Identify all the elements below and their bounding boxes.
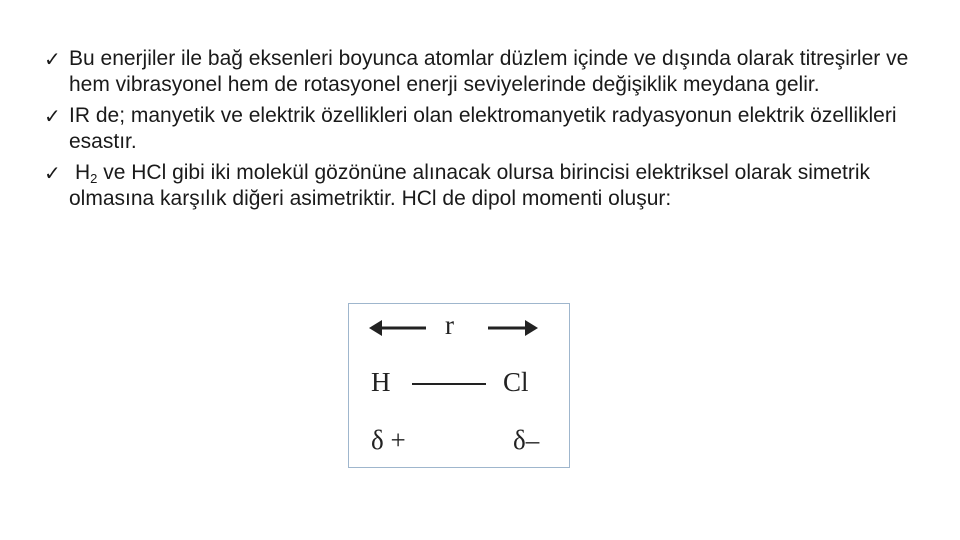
formula-h2: $H_2$	[75, 161, 98, 186]
bullet-text: Bu enerjiler ile bağ eksenleri boyunca atomlar düzlem içinde ve dışında olarak titreşirler ve hem vibrasyonel hem de rotasyonel enerji seviyelerinde değişiklik meydana gelir.	[69, 47, 909, 96]
left-arrow-icon	[369, 320, 426, 336]
checkmark-icon: ✓	[44, 47, 61, 71]
hcl-dipole-figure	[348, 303, 570, 468]
bullet-text: IR de; manyetik ve elektrik özellikleri olan elektromanyetik radyasyonun elektrik özellikleri esastır.	[69, 104, 897, 153]
bullet-item	[44, 46, 924, 98]
right-arrow-icon	[488, 320, 538, 336]
atom-cl: Cl	[503, 367, 529, 397]
partial-charge-negative: δ–	[513, 425, 540, 455]
bullet-item	[44, 160, 924, 212]
atom-h: H	[371, 367, 391, 397]
partial-charge-positive: δ +	[371, 425, 406, 455]
bullet-list	[44, 46, 924, 217]
bullet-text: ve HCl gibi iki molekül gözönüne alınacak olursa birincisi elektriksel olarak simetrik olmasına karşılık diğeri asimetriktir. HCl de dipol momenti oluşur:	[69, 161, 871, 210]
bullet-item	[44, 103, 924, 155]
checkmark-icon: ✓	[44, 104, 61, 128]
checkmark-icon: ✓	[44, 161, 61, 185]
distance-label: r	[445, 310, 454, 340]
